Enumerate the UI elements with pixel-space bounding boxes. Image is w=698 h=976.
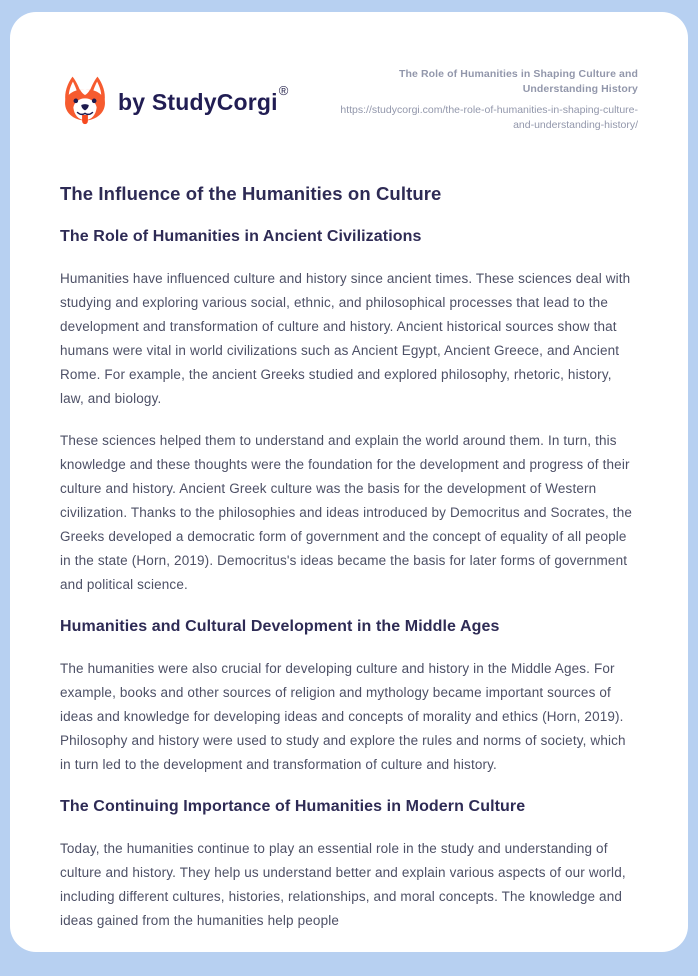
document-header bbox=[60, 68, 638, 132]
section-heading: Humanities and Cultural Development in the Middle Ages bbox=[60, 618, 500, 635]
section-paragraph: Humanities have influenced culture and history since ancient times. These sciences deal with studying and exploring various social, ethnic, and philosophical processes that lead to the development and transformation of culture and history. Ancient historical sources show that humans were vital in world civilizations such as Ancient Egypt, Ancient Greece, and Ancient Rome. For example, the ancient Greeks studied and explored philosophy, rhetoric, history, law, and biology. bbox=[60, 271, 631, 406]
document-meta bbox=[338, 67, 638, 132]
section-paragraph: The humanities were also crucial for developing culture and history in the Middle Ages. For example, books and other sources of religion and mythology became important sources of ideas and knowledge for developing ideas and concepts of morality and ethics (Horn, 2019). Philosophy and history were used to study and explore the rules and norms of society, which in turn led to the development and transformation of culture and history. bbox=[60, 661, 626, 772]
article-section-middle-ages bbox=[60, 615, 638, 777]
document-card bbox=[10, 12, 688, 952]
brand-text bbox=[118, 82, 289, 116]
article-section-ancient-civilizations bbox=[60, 225, 638, 597]
section-paragraph: Today, the humanities continue to play an essential role in the study and understanding of culture and history. They help us understand better and explain various aspects of our world, including different cultures, histories, relationships, and moral concepts. The knowledge and ideas gained from the humanities help people bbox=[60, 841, 626, 928]
brand-name: by StudyCorgi bbox=[118, 89, 278, 115]
article-section-modern-culture bbox=[60, 795, 638, 933]
article-body bbox=[60, 181, 638, 933]
document-source-url[interactable]: https://studycorgi.com/the-role-of-humanities-in-shaping-culture-and-understanding-history/ bbox=[340, 104, 638, 131]
section-heading: The Role of Humanities in Ancient Civilizations bbox=[60, 228, 422, 245]
article-title: The Influence of the Humanities on Culture bbox=[60, 183, 442, 204]
document-title: The Role of Humanities in Shaping Culture and Understanding History bbox=[398, 68, 638, 95]
section-paragraph: These sciences helped them to understand and explain the world around them. In turn, this knowledge and these thoughts were the foundation for the development and progress of their culture and history. Ancient Greek culture was the basis for the development of Western civilization. Thanks to the philosophies and ideas introduced by Democritus and Socrates, the Greeks developed a democratic form of government and the concept of equality of all people in the state (Horn, 2019). Democritus's ideas became the basis for later forms of government and political science. bbox=[60, 433, 633, 592]
brand bbox=[60, 75, 287, 130]
corgi-logo-icon bbox=[60, 75, 110, 130]
section-heading: The Continuing Importance of Humanities in Modern Culture bbox=[60, 798, 526, 815]
registered-trademark-mark: ® bbox=[278, 82, 289, 98]
